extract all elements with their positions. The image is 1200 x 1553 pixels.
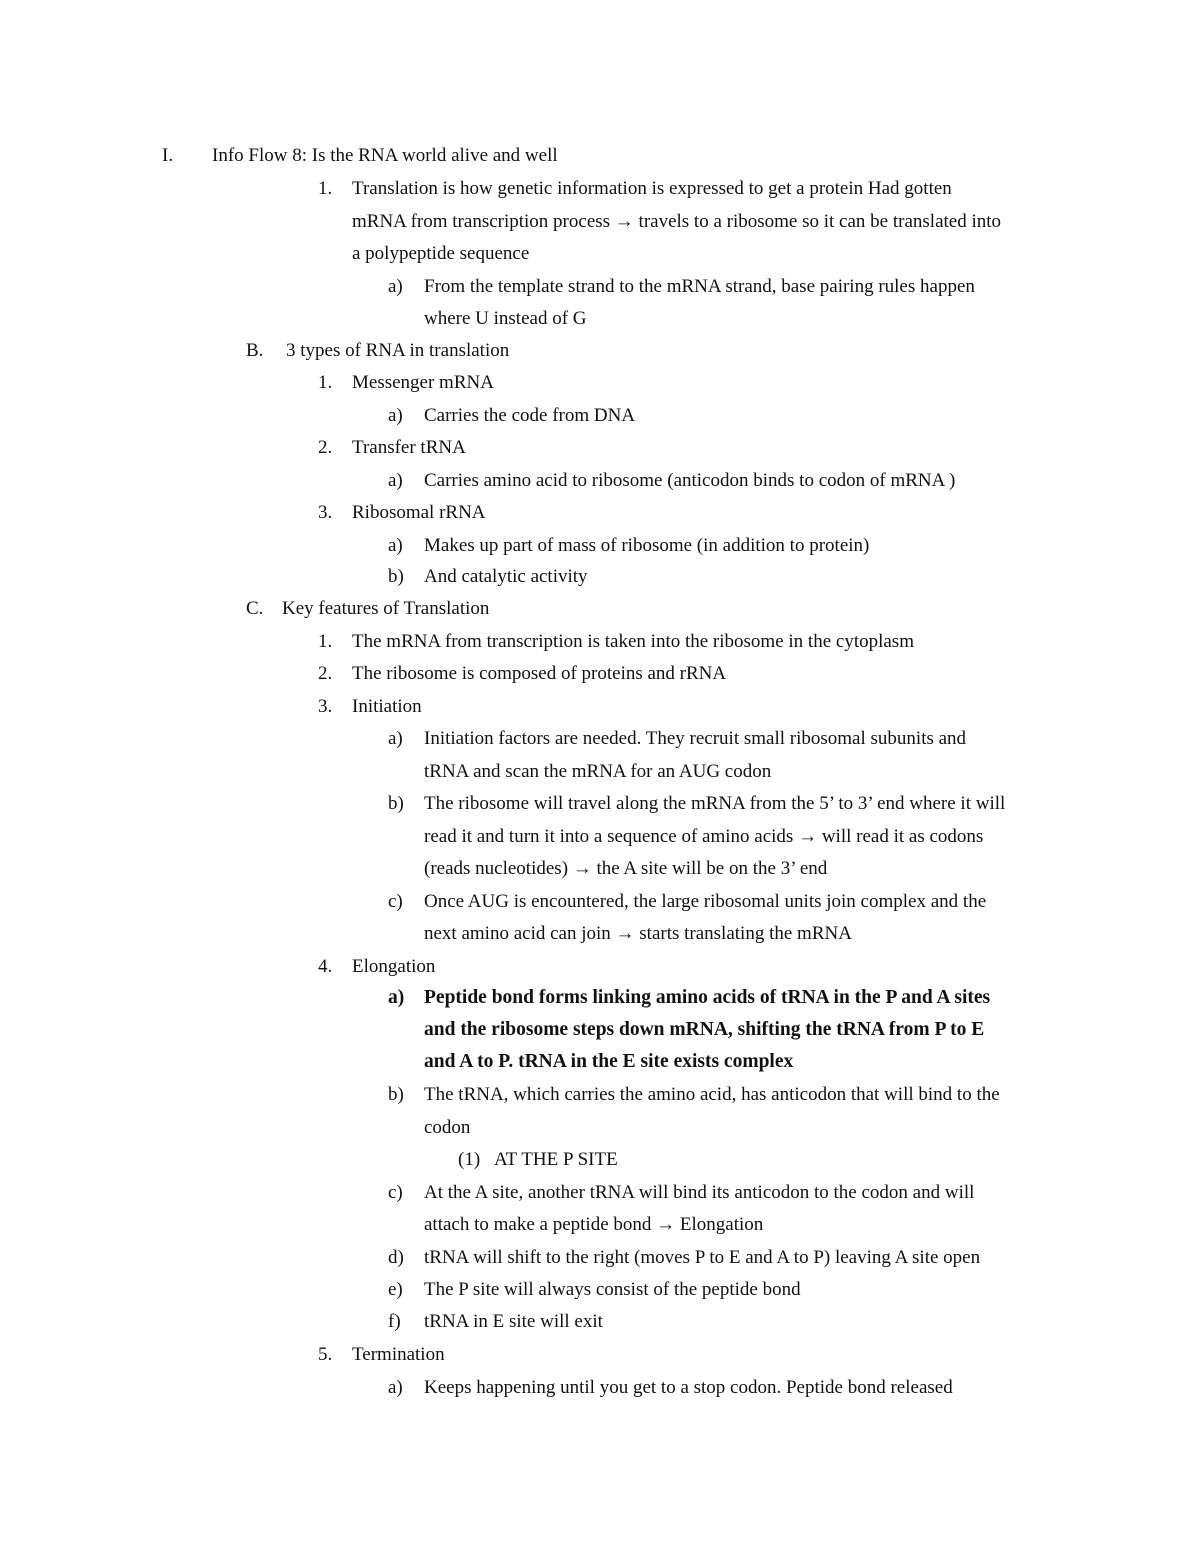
item-text: Ribosomal rRNA (352, 502, 486, 523)
item-marker: c) (388, 1182, 403, 1203)
item-text: Carries amino acid to ribosome (anticodon binds to codon of mRNA ) (424, 470, 956, 491)
item-text: Keeps happening until you get to a stop codon. Peptide bond released (424, 1377, 953, 1398)
item-text: Info Flow 8: Is the RNA world alive and well (212, 145, 558, 166)
item-marker: a) (388, 276, 403, 297)
item-marker: c) (388, 891, 403, 912)
item-text-continuation: and the ribosome steps down mRNA, shifting the tRNA from P to E (424, 1019, 985, 1040)
item-text-continuation: codon (424, 1117, 471, 1138)
item-marker: a) (388, 987, 405, 1008)
item-text-continuation: and A to P. tRNA in the E site exists complex (424, 1051, 794, 1072)
item-marker: e) (388, 1279, 403, 1300)
item-marker: d) (388, 1247, 404, 1268)
item-text: From the template strand to the mRNA strand, base pairing rules happen (424, 276, 975, 297)
item-text: The ribosome will travel along the mRNA from the 5’ to 3’ end where it will (424, 793, 1006, 814)
item-text: Initiation (352, 696, 422, 717)
item-marker: 5. (318, 1344, 333, 1365)
item-text: And catalytic activity (424, 566, 588, 587)
item-text-continuation: a polypeptide sequence (352, 243, 530, 264)
item-marker: 3. (318, 696, 333, 717)
item-text: Termination (352, 1344, 445, 1365)
item-marker: 1. (318, 372, 333, 393)
item-marker: 2. (318, 663, 333, 684)
item-text: Peptide bond forms linking amino acids of tRNA in the P and A sites (424, 987, 991, 1008)
item-text: Transfer tRNA (352, 437, 466, 458)
item-text-continuation: where U instead of G (424, 308, 587, 329)
item-text: The tRNA, which carries the amino acid, has anticodon that will bind to the (424, 1084, 1000, 1105)
item-text: Makes up part of mass of ribosome (in addition to protein) (424, 535, 870, 556)
item-marker: a) (388, 405, 403, 426)
item-marker: I. (162, 145, 174, 166)
item-marker: a) (388, 535, 403, 556)
item-marker: f) (388, 1311, 401, 1332)
item-text: Carries the code from DNA (424, 405, 636, 426)
item-marker: 1. (318, 631, 333, 652)
item-text: The ribosome is composed of proteins and rRNA (352, 663, 727, 684)
item-text: tRNA in E site will exit (424, 1311, 603, 1332)
item-text: Key features of Translation (282, 598, 490, 619)
item-text-continuation: next amino acid can join → starts translating the mRNA (424, 923, 852, 944)
item-text: Translation is how genetic information is expressed to get a protein Had gotten (352, 178, 952, 199)
item-marker: b) (388, 793, 404, 814)
item-marker: 3. (318, 502, 333, 523)
item-text: Once AUG is encountered, the large ribosomal units join complex and the (424, 891, 987, 912)
item-marker: (1) (458, 1149, 481, 1170)
item-marker: a) (388, 470, 403, 491)
item-marker: a) (388, 1377, 403, 1398)
item-text-continuation: read it and turn it into a sequence of amino acids → will read it as codons (424, 826, 984, 847)
item-text-continuation: mRNA from transcription process → travels to a ribosome so it can be translated into (352, 211, 1002, 232)
item-marker: b) (388, 566, 404, 587)
item-marker: 4. (318, 956, 333, 977)
item-marker: a) (388, 728, 403, 749)
item-text: Initiation factors are needed. They recruit small ribosomal subunits and (424, 728, 967, 749)
item-text: The mRNA from transcription is taken into the ribosome in the cytoplasm (352, 631, 914, 652)
item-text-continuation: (reads nucleotides) → the A site will be on the 3’ end (424, 858, 828, 879)
item-marker: b) (388, 1084, 404, 1105)
item-text-continuation: tRNA and scan the mRNA for an AUG codon (424, 761, 772, 782)
item-text: Elongation (352, 956, 436, 977)
item-text: At the A site, another tRNA will bind its anticodon to the codon and will (424, 1182, 975, 1203)
item-marker: 1. (318, 178, 333, 199)
item-text: Messenger mRNA (352, 372, 494, 393)
item-text: tRNA will shift to the right (moves P to E and A to P) leaving A site open (424, 1247, 981, 1268)
item-text-continuation: attach to make a peptide bond → Elongation (424, 1214, 764, 1235)
item-marker: C. (246, 598, 264, 619)
item-marker: 2. (318, 437, 333, 458)
item-text: AT THE P SITE (494, 1149, 618, 1170)
item-text: 3 types of RNA in translation (286, 340, 510, 361)
item-text: The P site will always consist of the peptide bond (424, 1279, 801, 1300)
item-marker: B. (246, 340, 264, 361)
